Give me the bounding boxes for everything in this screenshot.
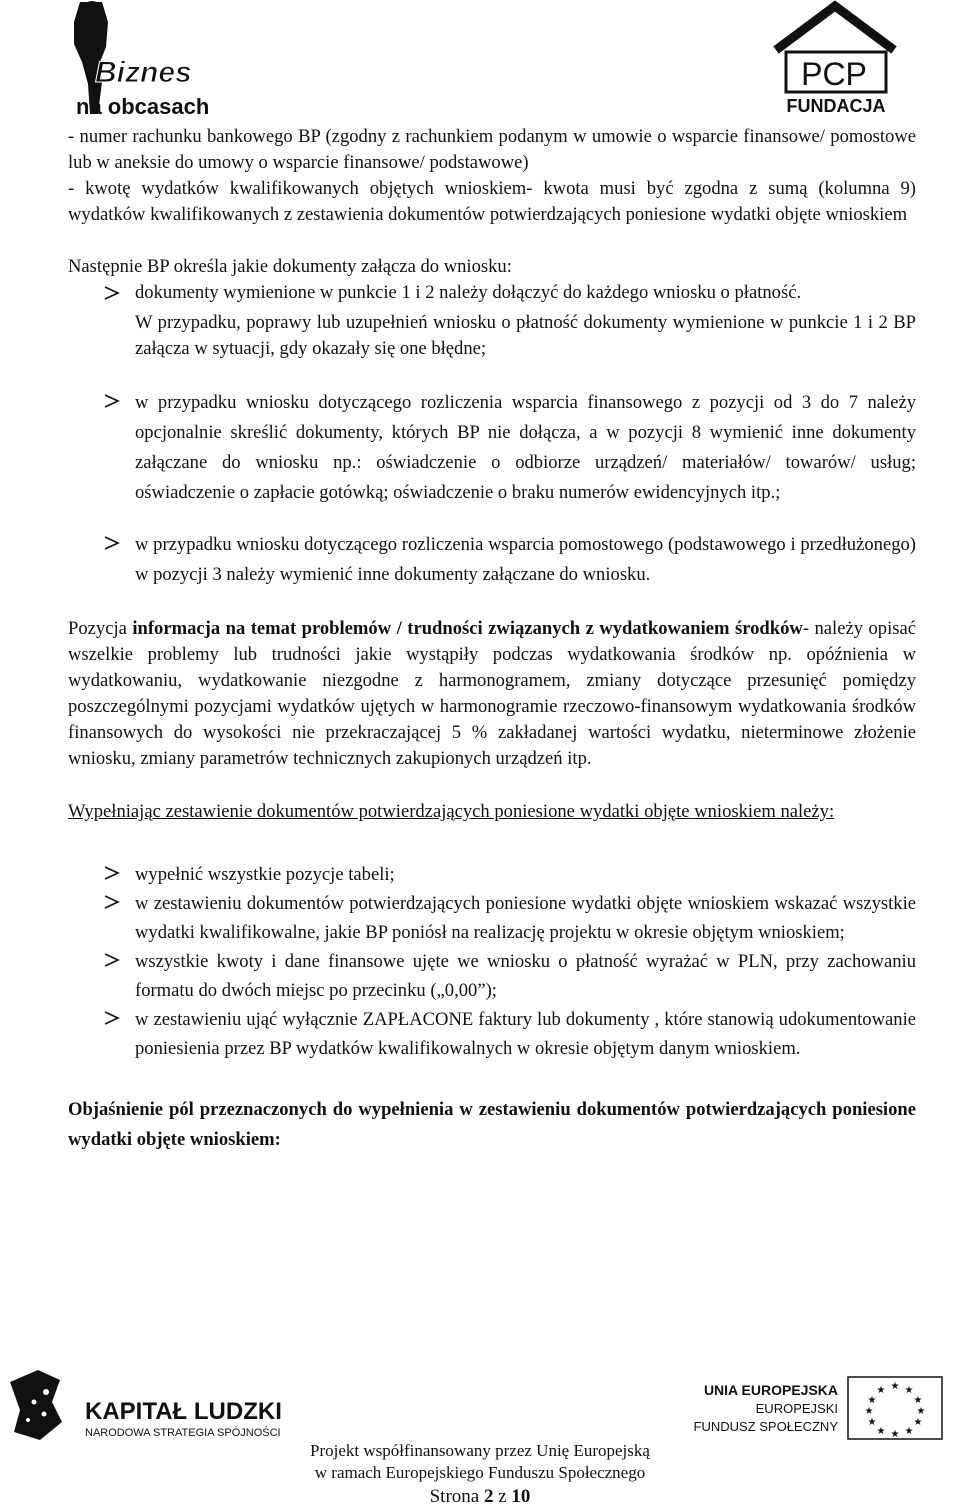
section-heading-fields: Objaśnienie pól przeznaczonych do wypełnienia w zestawieniu dokumentów potwierdzających poniesione wydatki objęte wnioskiem: (68, 1099, 916, 1150)
svg-text:★: ★ (916, 1406, 926, 1417)
arrow-bullet-icon (103, 1005, 121, 1031)
arrow-bullet-icon (103, 530, 121, 556)
svg-text:★: ★ (864, 1406, 874, 1417)
document-body (68, 124, 916, 1155)
arrow-bullet-icon (103, 860, 121, 886)
svg-text:FUNDACJA: FUNDACJA (786, 96, 886, 116)
paragraph-problems: Pozycja informacja na temat problemów / trudności związanych z wydatkowaniem środków- należy opisać wszelkie problemy lub trudności jakie wystąpiły podczas wydatkowania środków np. opóźnienia w wydatkowaniu, wydatkowanie niezgodne z harmonogramem, zmiany dotyczące przesunięć pomiędzy poszczególnymi pozycjami wydatków ujętych w harmonogramie rzeczowo-finansowym wydatkowania środków finansowych do wysokości nie przekraczającej 5 % zakładanej wartości wydatku, nieterminowe złożenie wniosku, zmiany parametrów technicznych zakupionych urządzeń itp. (68, 618, 917, 769)
svg-text:EUROPEJSKI: EUROPEJSKI (755, 1401, 838, 1416)
paragraph-account-number: - numer rachunku bankowego BP (zgodny z rachunkiem podanym w umowie o wsparcie finansowe/ pomostowe lub w aneksie do umowy o wsparcie finansowe/ podstawowe) (68, 126, 916, 173)
list-item: wszystkie kwoty i dane finansowe ujęte we wniosku o płatność wyrażać w PLN, przy zachowaniu formatu do dwóch miejsc po przecinku („0,00”); (68, 947, 916, 1005)
page-number: Strona 2 z 10 (429, 1486, 531, 1507)
list-item: w przypadku wniosku dotyczącego rozliczenia wsparcia pomostowego (podstawowego i przedłużonego) w pozycji 3 należy wymienić inne dokumenty załączane do wniosku. (68, 530, 916, 590)
pcp-fundacja-logo (770, 2, 900, 117)
arrow-bullet-icon (103, 889, 121, 915)
svg-text:UNIA EUROPEJSKA: UNIA EUROPEJSKA (703, 1382, 838, 1398)
paragraph-eligible-amount: - kwotę wydatków kwalifikowanych objętych wnioskiem- kwota musi być zgodna z sumą (kolumna 9) wydatków kwalifikowanych z zestawienia dokumentów potwierdzających poniesione wydatki objęte wnioskiem (68, 178, 916, 225)
list-item: wypełnić wszystkie pozycje tabeli; (68, 860, 916, 889)
paragraph-documents-intro: Następnie BP określa jakie dokumenty załącza do wniosku: (68, 256, 512, 277)
svg-text:★: ★ (867, 1417, 877, 1428)
svg-text:★: ★ (867, 1395, 877, 1406)
unia-europejska-efs-logo (690, 1375, 950, 1445)
arrow-bullet-icon (103, 280, 121, 306)
biznes-na-obcasach-logo (62, 2, 210, 120)
svg-text:PCP: PCP (801, 56, 867, 92)
list-item: w zestawieniu ująć wyłącznie ZAPŁACONE faktury lub dokumenty , które stanowią udokumentowanie poniesienia przez BP wydatków kwalifikowalnych w okresie objętym danym wnioskiem. (68, 1005, 916, 1063)
svg-text:na obcasach: na obcasach (76, 94, 210, 119)
svg-text:★: ★ (904, 1385, 914, 1396)
kapital-ludzki-logo (0, 1362, 300, 1452)
svg-text:★: ★ (876, 1426, 886, 1437)
bullet-note: W przypadku, poprawy lub uzupełnień wniosku o płatność dokumenty wymienione w punkcie 1 i 2 BP załącza w sytuacji, gdy okazały się one błędne; (135, 312, 916, 359)
svg-text:★: ★ (890, 1429, 900, 1440)
paragraph-problems-title: informacja na temat problemów / trudności związanych z wydatkowaniem środków (132, 618, 803, 639)
svg-text:★: ★ (913, 1395, 923, 1406)
svg-text:Biznes: Biznes (95, 56, 192, 89)
section-heading-filling: Wypełniając zestawienie dokumentów potwierdzających poniesione wydatki objęte wnioskiem należy: (68, 801, 835, 822)
list-item: w zestawieniu dokumentów potwierdzających poniesione wydatki objęte wnioskiem wskazać wszystkie wydatki kwalifikowalne, jakie BP poniósł na realizację projektu w okresie objętym wnioskiem; (68, 889, 916, 947)
svg-text:★: ★ (890, 1381, 900, 1392)
svg-text:★: ★ (876, 1385, 886, 1396)
svg-text:KAPITAŁ LUDZKI: KAPITAŁ LUDZKI (85, 1398, 282, 1425)
cofinancing-note-line2: w ramach Europejskiego Funduszu Społecznego (314, 1463, 646, 1482)
svg-text:★: ★ (913, 1417, 923, 1428)
arrow-bullet-icon (103, 947, 121, 973)
svg-text:FUNDUSZ SPOŁECZNY: FUNDUSZ SPOŁECZNY (693, 1419, 838, 1434)
svg-text:NARODOWA STRATEGIA SPÓJNOŚCI: NARODOWA STRATEGIA SPÓJNOŚCI (85, 1427, 281, 1439)
cofinancing-note-line1: Projekt współfinansowany przez Unię Europejską (310, 1441, 650, 1460)
filling-instructions-list (68, 860, 916, 1063)
svg-text:★: ★ (904, 1426, 914, 1437)
list-item: w przypadku wniosku dotyczącego rozliczenia wsparcia finansowego z pozycji od 3 do 7 należy opcjonalnie skreślić dokumenty, których BP nie dołącza, a w pozycji 8 wymienić inne dokumenty załączane do wniosku np.: oświadczenie o odbiorze urządzeń/ materiałów/ towarów/ usług; oświadczenie o zapłacie gotówką; oświadczenie o braku numerów ewidencyjnych itp.; (68, 388, 916, 508)
list-item: dokumenty wymienione w punkcie 1 i 2 należy dołączyć do każdego wniosku o płatność. (68, 280, 916, 306)
arrow-bullet-icon (103, 388, 121, 414)
